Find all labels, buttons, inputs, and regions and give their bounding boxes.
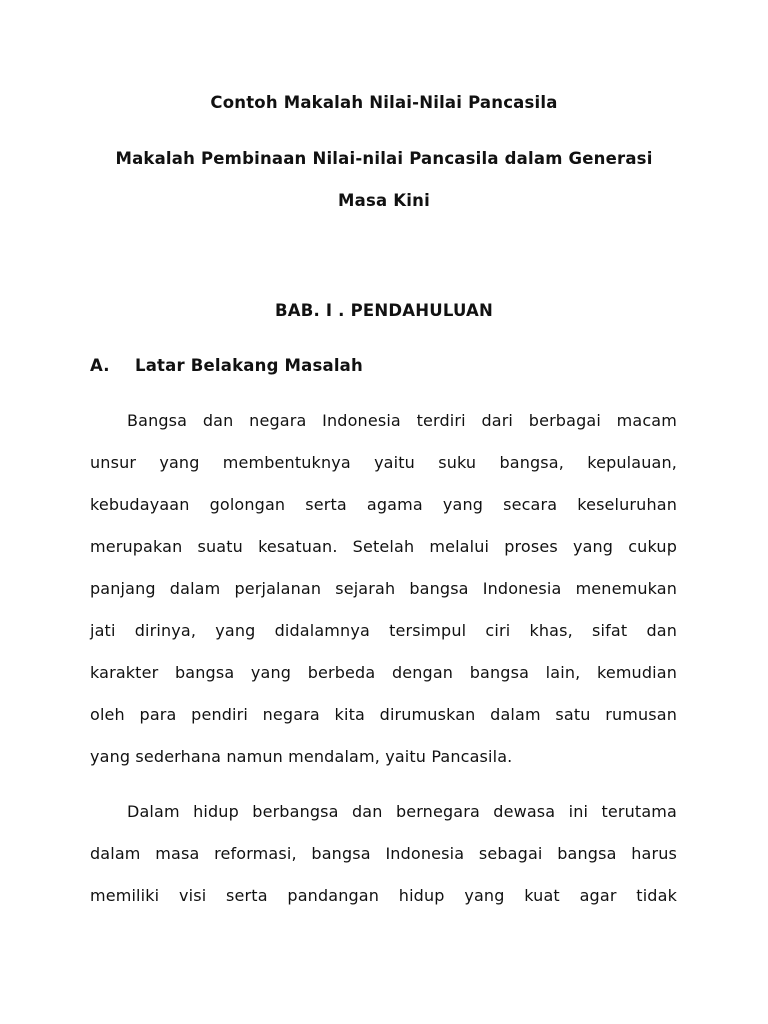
paragraph-1-line-5: panjang dalam perjalanan sejarah bangsa Indonesia menemukan xyxy=(90,579,677,598)
section-title: Latar Belakang Masalah xyxy=(135,356,363,375)
document-subtitle-line-1: Makalah Pembinaan Nilai-nilai Pancasila dalam Generasi xyxy=(115,149,653,168)
section-heading xyxy=(90,356,363,375)
paragraph-1-line-2: unsur yang membentuknya yaitu suku bangsa, kepulauan, xyxy=(90,453,677,472)
paragraph-1-line-1: Bangsa dan negara Indonesia terdiri dari berbagai macam xyxy=(127,411,677,430)
paragraph-2-line-1: Dalam hidup berbangsa dan bernegara dewasa ini terutama xyxy=(127,802,677,821)
paragraph-1-line-3: kebudayaan golongan serta agama yang secara keseluruhan xyxy=(90,495,677,514)
paragraph-1-line-8: oleh para pendiri negara kita dirumuskan dalam satu rumusan xyxy=(90,705,677,724)
chapter-heading: BAB. I . PENDAHULUAN xyxy=(274,301,494,320)
paragraph-1-line-7: karakter bangsa yang berbeda dengan bangsa lain, kemudian xyxy=(90,663,677,682)
document-subtitle-line-2: Masa Kini xyxy=(338,191,430,210)
paragraph-2-line-3: memiliki visi serta pandangan hidup yang kuat agar tidak xyxy=(90,886,677,905)
document-title: Contoh Makalah Nilai-Nilai Pancasila xyxy=(210,93,558,112)
paragraph-1-line-6: jati dirinya, yang didalamnya tersimpul ciri khas, sifat dan xyxy=(90,621,677,640)
paragraph-1-line-9: yang sederhana namun mendalam, yaitu Pancasila. xyxy=(90,747,513,766)
paragraph-2-line-2: dalam masa reformasi, bangsa Indonesia sebagai bangsa harus xyxy=(90,844,677,863)
paragraph-1-line-4: merupakan suatu kesatuan. Setelah melalui proses yang cukup xyxy=(90,537,677,556)
section-letter: A. xyxy=(90,356,110,375)
